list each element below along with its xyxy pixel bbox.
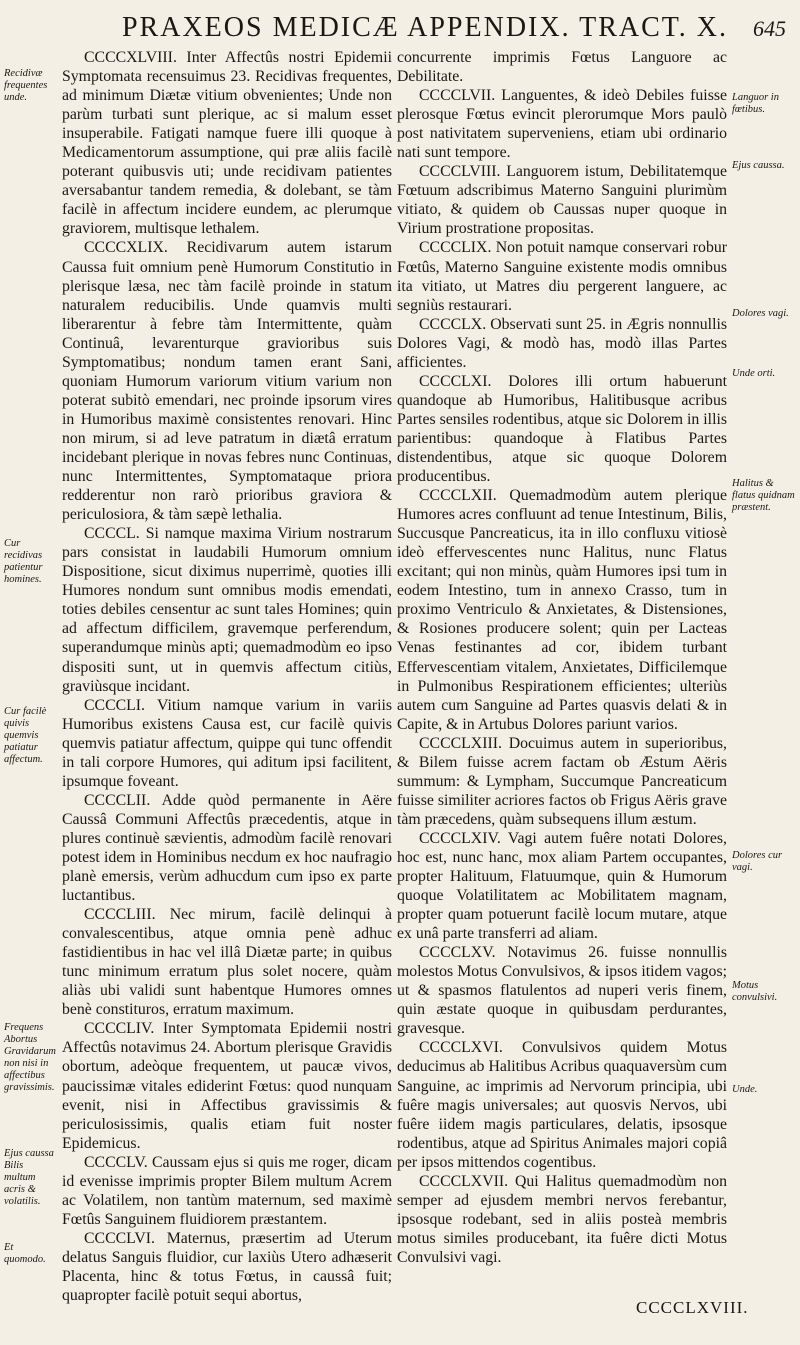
- margin-note-dolores-cur-vagi: Dolores cur vagi.: [732, 850, 783, 873]
- paragraph-461: CCCCLXI. Dolores illi ortum habuerunt quandoque ab Humoribus, Halitibusque acribus Partes sensiles rodentibus, atque sic Dolorem in illis parientibus: quandoque à Flatibus Partes distendentibus, atque sic quoque Dolorem producentibus.: [397, 372, 727, 486]
- paragraph-458: CCCCLVIII. Languorem istum, Debilitatemque Fœtuum adscribimus Materno Sanguini plurimùm vitiato, & quidem ob Caussas nuper quoque in Virium prostratione propositas.: [397, 163, 727, 238]
- paragraph-448: CCCCXLVIII. Inter Affectûs nostri Epidemii Symptomata recensuimus 23. Recidivas frequentes, ad minimum Diætæ vitium obvenientes; Unde non parùm turbati sunt plerique, ac si malum esset insuperabile. Fatigati namque fuere illi quoque à Medicamentorum assumptione, qui præ aliis facilè poterant quibusvis uti; unde recidivam patientes aversabantur tandem remedia, & dolebant, se tàm facilè in affectum incidere eundem, ac plerumque graviorem, multisque lethalem.: [62, 49, 392, 238]
- paragraph-450: CCCCL. Si namque maxima Virium nostrarum pars consistat in laudabili Humorum omnium Dispositione, sicut diximus nuperrimè, quoties illi Humores nondum sunt omnibus modis emendati, toties debiles censentur ac sunt tales Homines; quin ad affectum difficilem, gravemque perferendum, superandumque minùs apti; quemadmodùm eo ipso dispositi sunt, ut in quemvis affectum citiùs, graviùsque incidant.: [62, 525, 392, 695]
- margin-note-languor: Languor in fœtibus.: [732, 92, 779, 115]
- paragraph-463: CCCCLXIII. Docuimus autem in superioribus, & Bilem fuisse acrem factam ob Æstum Aëris summum: & Lympham, Succumque Pancreaticum fuisse similiter acriores factos ob Frigus Aëris grave tàm præcedens, quàm subsequens illum æstum.: [397, 734, 727, 828]
- paragraph-454: CCCCLIV. Inter Symptomata Epidemii nostri Affectûs notavimus 24. Abortum plerisque Gravidis obortum, adeòque frequentem, ut paucæ vivos, paucissimæ vitales ediderint Fœtus: quod nunquam evenit, nisi in Affectibus gravissimis & periculosissimis, qualis etiam fuit noster Epidemicus.: [62, 1020, 392, 1152]
- margin-note-et-quomodo: Et quomodo.: [4, 1242, 46, 1265]
- paragraph-451: CCCCLI. Vitium namque varium in variis Humoribus existens Causa est, cur facilè quivis quemvis patiatur affectum, quippe qui tunc offendit in tali corpore Humores, qui aditum ipsi facilitent, ipsumque foveant.: [62, 696, 392, 790]
- margin-note-cur-recidivas: Cur recidivas patientur homines.: [4, 538, 43, 585]
- paragraph-466: CCCCLXVI. Convulsivos quidem Motus deducimus ab Halitibus Acribus quaquaversùm cum Sanguine, ac imprimis ad Nervorum principia, ubi fuêre magis universales; aut quosvis Nervos, ubi fuêre iidem magis particulares, delatis, ipsosque rodentibus, atque ad Spiritus Animales majori copiâ per ipsos mittendos cogentibus.: [397, 1039, 727, 1171]
- left-column: [62, 48, 392, 1305]
- margin-note-unde: Unde.: [732, 1084, 758, 1095]
- margin-note-dolores-vagi: Dolores vagi.: [732, 308, 789, 319]
- margin-note-cur-facile: Cur facilè quivis quemvis patiatur affectum.: [4, 706, 47, 765]
- paragraph-465: CCCCLXV. Notavimus 26. fuisse nonnullis molestos Motus Convulsivos, & ipsos itidem vagos; ut & spasmos flatulentos ad nuperi veris finem, quin æstate quoque in quibusdam perdurantes, gravesque.: [397, 944, 727, 1038]
- right-column: [397, 48, 727, 1267]
- paragraph-457: CCCCLVII. Languentes, & ideò Debiles fuisse plerosque Fœtus evincit plerorumque Mors paulò post nativitatem superveniens, etiam ubi ordinario nati sunt tempore.: [397, 87, 727, 162]
- paragraph-455: CCCCLV. Caussam ejus si quis me roger, dicam id evenisse imprimis propter Bilem multum Acrem ac Volatilem, non tantùm maternum, sed maximè Fœtûs Sanguinem fluidiorem præstantem.: [62, 1153, 392, 1228]
- paragraph-456: CCCCLVI. Maternus, præsertim ad Uterum delatus Sanguis fluidior, cur laxiùs Utero adhæserit Placenta, hinc & totus Fœtus, in caussâ fuit; quapropter facilè potuit sequi abortus,: [62, 1229, 392, 1305]
- paragraph-467: CCCCLXVII. Qui Halitus quemadmodùm non semper ad ejusdem membri nervos ferebantur, ipsosque rodebant, sed in aliis posteà membris motus similes producebant, ita fuêre dicti Motus Convulsivi vagi.: [397, 1172, 727, 1266]
- margin-note-motus: Motus convulsivi.: [732, 980, 778, 1003]
- margin-note-recidivae: Recidivæ frequentes unde.: [4, 68, 48, 103]
- paragraph-452: CCCCLII. Adde quòd permanente in Aëre Caussâ Communi Affectûs præcedentis, atque in plures continuè sævientis, admodùm facilè renovari potest idem in Hominibus necdum ex hoc naufragio planè emersis, verùm adhucdum cum ipso ex parte luctantibus.: [62, 791, 392, 905]
- margin-note-ejus-caussa-right: Ejus caussa.: [732, 160, 785, 171]
- paragraph-453: CCCCLIII. Nec mirum, facilè delinqui à convalescentibus, atque omnia penè adhuc fastidientibus in hac vel illâ Diætæ parte; in quibus tunc minimum erratum plus solet nocere, quàm aliàs ubi validi sunt habentque Humores omnes benè constituros, erratum maximum.: [62, 906, 392, 1019]
- margin-note-halitus: Halitus & flatus quidnam præstent.: [732, 478, 795, 513]
- margin-note-frequens-abortus: Frequens Abortus Gravidarum non nisi in affectibus gravissimis.: [4, 1022, 56, 1093]
- paragraph-462: CCCCLXII. Quemadmodùm autem plerique Humores acres confluunt ad tenue Intestinum, Bilis, Succusque Pancreaticus, ita in illo confluxu vitiosè ideò effervescentes nunc Halitus, nunc Flatus excitant; qui non minùs, quàm Humores ipsi tum in eodem Intestino, tum in annexo Crasso, tum in proximo Ventriculo & Anxietates, & Distensiones, & Rosiones producere solent; quin per Lacteas Venas festinantes ad cor, ibidem turbant Effervescentiam vitalem, Anxietates, Difficilemque in Pulmonibus Respirationem efficientes; ulteriùs autem cum Sanguine ad Partes quasvis delati & in Capite, & in Artubus Dolores pariunt varios.: [397, 487, 727, 733]
- running-head: PRAXEOS MEDICÆ APPENDIX. TRACT. X.: [121, 12, 729, 43]
- paragraph-449: CCCCXLIX. Recidivarum autem istarum Caussa fuit omnium penè Humorum Constitutio in plerisque læsa, nec tàm facilè proinde in statum naturalem reducibilis. Unde quamvis multi liberarentur à febre tàm Intermittente, quàm Continuâ, levarenturque gravioribus suis Symptomatibus; nondum tamen erant Sani, quoniam Humorum variorum vitium varium non poterat subitò emendari, nec proinde ipsorum vires in Humoribus maximè consistentes renovari. Hinc non mirum, si ad leve patratum in diætâ erratum incidebant plerique in novas febres nunc Continuas, nunc Intermittentes, Symptomataque priora redderentur non rarò prioribus graviora & periculosiora, & tàm sæpè lethalia.: [62, 239, 392, 524]
- catchword: CCCCLXVIII.: [636, 1298, 749, 1317]
- paragraph-459: CCCCLIX. Non potuit namque conservari robur Fœtûs, Materno Sanguine existente modis omnibus ita vitiato, ut Matres diu pergerent languere, ac segniùs restaurari.: [397, 239, 727, 314]
- page-header: [30, 12, 790, 48]
- paragraph-456-continued: concurrente imprimis Fœtus Languore ac Debilitate.: [397, 49, 727, 86]
- paragraph-460: CCCCLX. Observati sunt 25. in Ægris nonnullis Dolores Vagi, & modò has, modò illas Partes afficientes.: [397, 315, 727, 371]
- margin-note-ejus-caussa: Ejus caussa Bilis multum acris & volatilis.: [4, 1148, 54, 1207]
- margin-note-unde-orti: Unde orti.: [732, 368, 776, 379]
- paragraph-464: CCCCLXIV. Vagi autem fuêre notati Dolores, hoc est, nunc hanc, mox aliam Partem occupantes, propter Halituum, Flatuumque, quin & Humorum quoque Volatilitatem ac Mobilitatem magnam, propter quam potuerunt facilè locum mutare, atque ex unâ parte transferri ad aliam.: [397, 829, 727, 943]
- page-number: 645: [753, 16, 786, 41]
